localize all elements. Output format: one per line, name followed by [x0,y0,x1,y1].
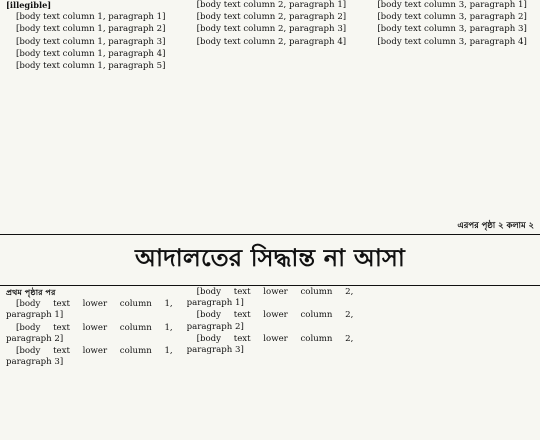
bottom-column-1 [6,287,173,440]
top-col-1-para-4: [body text column 1, paragraph 4] [16,48,166,59]
top-col-2-para-2: [body text column 2, paragraph 2] [196,12,347,23]
top-col-3-para-2: [body text column 3, paragraph 2] [377,12,527,23]
bottom-column-3 [367,287,534,440]
top-col-3-para-1: [body text column 3, paragraph 1] [377,0,527,10]
headline-bar [0,234,540,286]
top-col-2-para-4: [body text column 2, paragraph 4] [196,36,347,47]
bottom-article-kicker: প্রথম পৃষ্ঠার পর [6,287,56,297]
top-column-2 [187,0,354,233]
main-headline: আদালতের সিদ্ধান্ত না আসা [134,244,406,272]
bottom-col-2-para-1: [body text lower column 2, paragraph 1] [186,287,354,309]
top-col-1-para-1: [body text column 1, paragraph 1] [16,12,166,23]
top-col-2-para-1: [body text column 2, paragraph 1] [196,0,347,10]
bottom-col-2-para-2: [body text lower column 2, paragraph 2] [186,310,354,332]
continuation-note: এরপর পৃষ্ঠা ২ কলাম ২ [453,219,534,233]
bottom-col-1-para-2: [body text lower column 1, paragraph 2] [6,322,173,344]
top-col-2-para-3: [body text column 2, paragraph 3] [196,24,347,35]
top-col-3-para-4: [body text column 3, paragraph 4] [377,36,527,47]
bottom-column-2 [187,287,354,440]
bottom-col-1-para-3: [body text lower column 1, paragraph 3] [6,346,173,368]
top-col-3-para-3: [body text column 3, paragraph 3] [377,24,527,35]
top-article-kicker: [illegible] [6,0,52,10]
bottom-article [0,287,540,440]
bottom-col-2-para-3: [body text lower column 2, paragraph 3] [186,333,354,356]
top-col-1-para-3: [body text column 1, paragraph 3] [16,36,166,47]
top-column-1 [6,0,173,233]
top-column-3 [367,0,534,233]
bottom-col-1-para-1: [body text lower column 1, paragraph 1] [6,299,173,321]
top-col-1-para-5: [body text column 1, paragraph 5] [16,61,166,72]
top-col-1-para-2: [body text column 1, paragraph 2] [16,24,166,35]
